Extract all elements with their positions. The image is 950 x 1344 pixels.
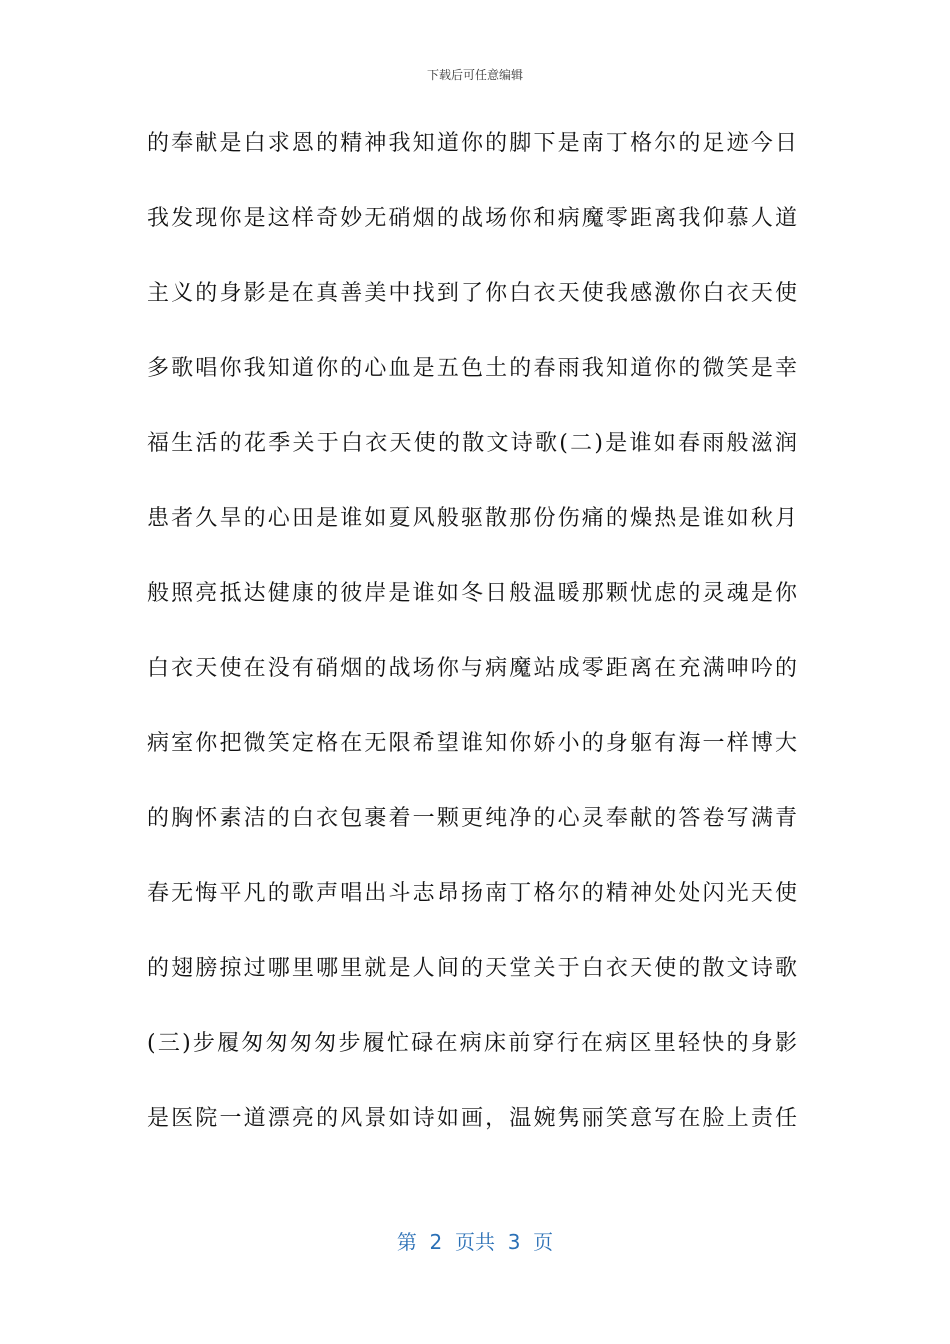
text-line: 的翅膀掠过哪里哪里就是人间的天堂关于白衣天使的散文诗歌 xyxy=(147,956,797,981)
text-line: 般照亮抵达健康的彼岸是谁如冬日般温暖那颗忧虑的灵魂是你 xyxy=(147,581,797,606)
text-line: 主义的身影是在真善美中找到了你白衣天使我感激你白衣天使 xyxy=(147,281,797,306)
text-line: (三)步履匆匆匆匆步履忙碌在病床前穿行在病区里轻快的身影 xyxy=(147,1031,797,1056)
document-body xyxy=(147,121,797,1171)
text-line: 病室你把微笑定格在无限希望谁知你娇小的身躯有海一样博大 xyxy=(147,731,797,756)
text-line: 多歌唱你我知道你的心血是五色土的春雨我知道你的微笑是幸 xyxy=(147,356,797,381)
text-line: 福生活的花季关于白衣天使的散文诗歌(二)是谁如春雨般滋润 xyxy=(147,431,797,456)
text-line: 是医院一道漂亮的风景如诗如画，温婉隽丽笑意写在脸上责任 xyxy=(147,1106,797,1131)
text-line: 白衣天使在没有硝烟的战场你与病魔站成零距离在充满呻吟的 xyxy=(147,656,797,681)
text-line: 的胸怀素洁的白衣包裹着一颗更纯净的心灵奉献的答卷写满青 xyxy=(147,806,797,831)
text-line: 春无悔平凡的歌声唱出斗志昂扬南丁格尔的精神处处闪光天使 xyxy=(147,881,797,906)
text-line: 我发现你是这样奇妙无硝烟的战场你和病魔零距离我仰慕人道 xyxy=(147,206,797,231)
header-note: 下载后可任意编辑 xyxy=(426,68,523,82)
page-number: 第 2 页共 3 页 xyxy=(396,1230,554,1254)
text-line: 的奉献是白求恩的精神我知道你的脚下是南丁格尔的足迹今日 xyxy=(147,131,797,156)
text-line: 患者久旱的心田是谁如夏风般驱散那份伤痛的燥热是谁如秋月 xyxy=(147,506,797,531)
